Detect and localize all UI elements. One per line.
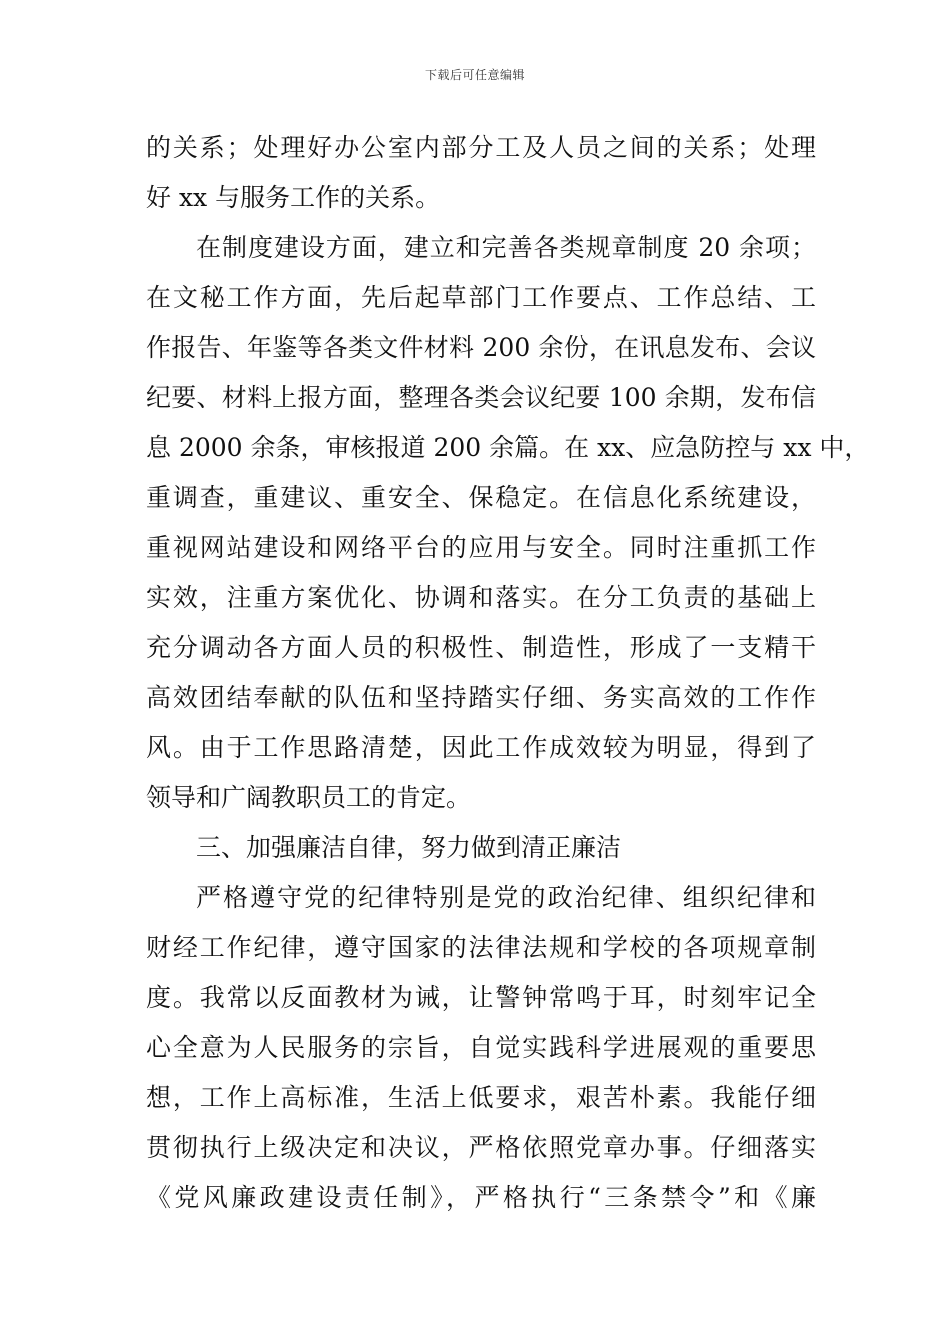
text-line: 在制度建设方面，建立和完善各类规章制度 20 余项； xyxy=(196,233,816,262)
text-line: 作报告、年鉴等各类文件材料 200 余份，在讯息发布、会议 xyxy=(146,333,816,362)
text-line: 心全意为人民服务的宗旨，自觉实践科学进展观的重要思 xyxy=(146,1033,816,1062)
text-line: 的关系；处理好办公室内部分工及人员之间的关系；处理 xyxy=(146,133,816,162)
text-line: 实效，注重方案优化、协调和落实。在分工负责的基础上 xyxy=(146,583,816,612)
text-line: 严格遵守党的纪律特别是党的政治纪律、组织纪律和 xyxy=(196,883,816,912)
text-line: 风。由于工作思路清楚，因此工作成效较为明显，得到了 xyxy=(146,733,816,762)
text-line: 度。我常以反面教材为诫，让警钟常鸣于耳，时刻牢记全 xyxy=(146,983,816,1012)
text-line: 《党风廉政建设责任制》，严格执行“三条禁令”和《廉 xyxy=(146,1183,816,1212)
text-line: 贯彻执行上级决定和决议，严格依照党章办事。仔细落实 xyxy=(146,1133,816,1162)
text-line: 纪要、材料上报方面，整理各类会议纪要 100 余期，发布信 xyxy=(146,383,816,412)
text-line: 在文秘工作方面，先后起草部门工作要点、工作总结、工 xyxy=(146,283,816,312)
text-line: 重调查，重建议、重安全、保稳定。在信息化系统建设， xyxy=(146,483,816,512)
text-line: 息 2000 余条，审核报道 200 余篇。在 xx、应急防控与 xx 中， xyxy=(146,433,870,462)
section-heading: 三、加强廉洁自律，努力做到清正廉洁 xyxy=(196,833,622,862)
text-line: 充分调动各方面人员的积极性、制造性，形成了一支精干 xyxy=(146,633,816,662)
text-line: 重视网站建设和网络平台的应用与安全。同时注重抓工作 xyxy=(146,533,816,562)
text-line: 财经工作纪律，遵守国家的法律法规和学校的各项规章制 xyxy=(146,933,816,962)
text-line: 领导和广阔教职员工的肯定。 xyxy=(146,783,472,812)
document-body xyxy=(146,123,870,1223)
page-header: 下载后可任意编辑 xyxy=(424,68,525,82)
text-line: 想，工作上高标准，生活上低要求，艰苦朴素。我能仔细 xyxy=(146,1083,816,1112)
text-line: 高效团结奉献的队伍和坚持踏实仔细、务实高效的工作作 xyxy=(146,683,816,712)
text-line: 好 xx 与服务工作的关系。 xyxy=(146,183,441,212)
